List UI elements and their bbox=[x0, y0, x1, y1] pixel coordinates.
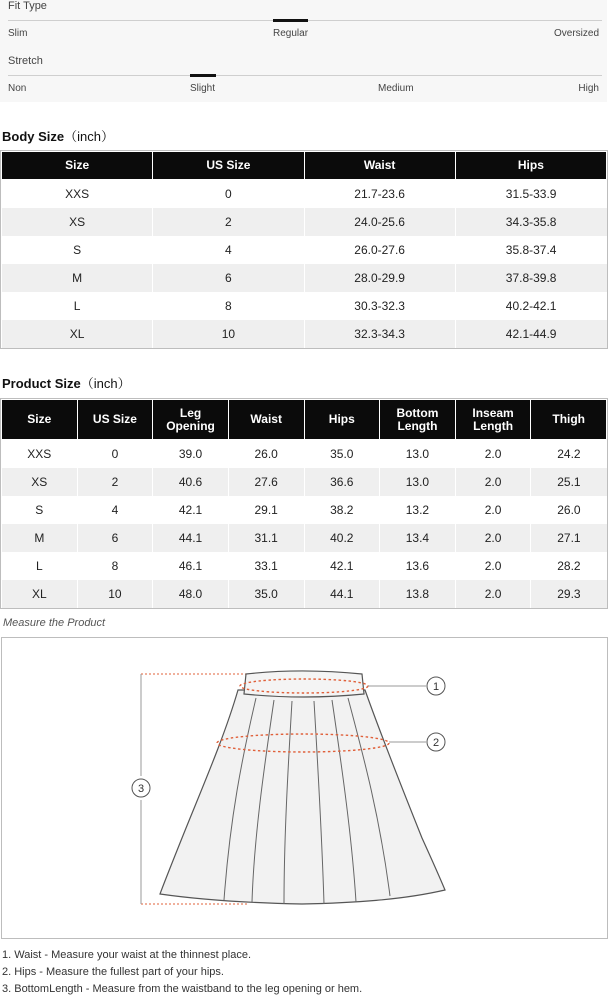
table-cell: 29.3 bbox=[531, 580, 607, 608]
fit-type-indicator bbox=[273, 19, 308, 22]
table-cell: 2 bbox=[153, 208, 304, 236]
marker-2-label: 2 bbox=[432, 737, 440, 749]
table-cell: S bbox=[2, 236, 153, 264]
table-cell: 2.0 bbox=[455, 440, 531, 468]
body-size-unit: （inch） bbox=[64, 129, 114, 144]
table-row bbox=[2, 236, 607, 264]
table-cell: 42.1 bbox=[304, 552, 380, 580]
measure-caption: Measure the Product bbox=[3, 617, 106, 629]
stretch-scale-non: Non bbox=[8, 83, 27, 94]
table-cell: 42.1 bbox=[153, 496, 229, 524]
skirt-illustration bbox=[2, 638, 607, 938]
table-cell: 13.4 bbox=[380, 524, 456, 552]
stretch-label: Stretch bbox=[8, 55, 43, 67]
column-header: US Size bbox=[77, 400, 153, 440]
table-cell: 6 bbox=[77, 524, 153, 552]
table-cell: 44.1 bbox=[304, 580, 380, 608]
note-bottom-length: 3. BottomLength - Measure from the waistband to the leg opening or hem. bbox=[2, 983, 363, 995]
stretch-scale-medium: Medium bbox=[378, 83, 414, 94]
table-row bbox=[2, 180, 607, 208]
table-cell: 48.0 bbox=[153, 580, 229, 608]
column-header: Leg Opening bbox=[153, 400, 229, 440]
table-cell: 0 bbox=[77, 440, 153, 468]
table-cell: XL bbox=[2, 320, 153, 348]
table-cell: 13.0 bbox=[380, 440, 456, 468]
table-header-row bbox=[2, 152, 607, 180]
table-cell: 21.7-23.6 bbox=[304, 180, 455, 208]
table-cell: 36.6 bbox=[304, 468, 380, 496]
table-row bbox=[2, 440, 607, 468]
table-cell: 46.1 bbox=[153, 552, 229, 580]
table-cell: 35.0 bbox=[228, 580, 304, 608]
marker-3 bbox=[132, 779, 150, 797]
column-header: Size bbox=[2, 400, 78, 440]
note-hips: 2. Hips - Measure the fullest part of your hips. bbox=[2, 966, 224, 978]
table-cell: 24.2 bbox=[531, 440, 607, 468]
table-cell: 31.5-33.9 bbox=[455, 180, 606, 208]
table-cell: L bbox=[2, 552, 78, 580]
table-cell: 2.0 bbox=[455, 524, 531, 552]
marker-3-label: 3 bbox=[137, 783, 145, 795]
table-cell: 4 bbox=[153, 236, 304, 264]
product-size-title-text: Product Size bbox=[2, 376, 81, 391]
table-cell: XXS bbox=[2, 440, 78, 468]
table-cell: 26.0 bbox=[228, 440, 304, 468]
table-cell: 39.0 bbox=[153, 440, 229, 468]
fit-panel bbox=[0, 0, 607, 102]
table-cell: 28.0-29.9 bbox=[304, 264, 455, 292]
table-cell: 13.2 bbox=[380, 496, 456, 524]
table-cell: 2.0 bbox=[455, 552, 531, 580]
table-row bbox=[2, 468, 607, 496]
table-cell: L bbox=[2, 292, 153, 320]
table-row bbox=[2, 208, 607, 236]
table-cell: 28.2 bbox=[531, 552, 607, 580]
table-cell: 40.2 bbox=[304, 524, 380, 552]
column-header: Inseam Length bbox=[455, 400, 531, 440]
table-cell: 13.0 bbox=[380, 468, 456, 496]
table-cell: 26.0-27.6 bbox=[304, 236, 455, 264]
stretch-scale-slight: Slight bbox=[190, 83, 216, 94]
marker-1 bbox=[427, 677, 445, 695]
product-size-title bbox=[2, 373, 131, 392]
table-cell: 33.1 bbox=[228, 552, 304, 580]
table-cell: 8 bbox=[153, 292, 304, 320]
table-cell: 40.6 bbox=[153, 468, 229, 496]
table-cell: 35.8-37.4 bbox=[455, 236, 606, 264]
body-size-title-text: Body Size bbox=[2, 129, 65, 144]
table-cell: 6 bbox=[153, 264, 304, 292]
table-cell: 35.0 bbox=[304, 440, 380, 468]
table-cell: 4 bbox=[77, 496, 153, 524]
marker-2 bbox=[427, 733, 445, 751]
table-cell: 13.6 bbox=[380, 552, 456, 580]
table-cell: 2.0 bbox=[455, 468, 531, 496]
table-cell: 30.3-32.3 bbox=[304, 292, 455, 320]
stretch-indicator bbox=[190, 74, 216, 77]
table-cell: M bbox=[2, 264, 153, 292]
column-header: US Size bbox=[153, 152, 304, 180]
column-header: Waist bbox=[304, 152, 455, 180]
table-cell: 27.1 bbox=[531, 524, 607, 552]
column-header: Hips bbox=[304, 400, 380, 440]
table-cell: 32.3-34.3 bbox=[304, 320, 455, 348]
measure-diagram bbox=[1, 637, 608, 939]
note-waist: 1. Waist - Measure your waist at the thinnest place. bbox=[2, 949, 252, 961]
table-header-row bbox=[2, 400, 607, 440]
table-row bbox=[2, 524, 607, 552]
fit-type-scale-slim: Slim bbox=[8, 28, 28, 39]
table-row bbox=[2, 552, 607, 580]
fit-type-scale-oversized: Oversized bbox=[553, 28, 599, 39]
table-row bbox=[2, 264, 607, 292]
column-header: Thigh bbox=[531, 400, 607, 440]
table-cell: 29.1 bbox=[228, 496, 304, 524]
table-cell: 8 bbox=[77, 552, 153, 580]
column-header: Hips bbox=[455, 152, 606, 180]
table-cell: 2 bbox=[77, 468, 153, 496]
table-cell: S bbox=[2, 496, 78, 524]
table-cell: 2.0 bbox=[455, 580, 531, 608]
table-row bbox=[2, 292, 607, 320]
table-cell: 37.8-39.8 bbox=[455, 264, 606, 292]
skirt-shape bbox=[160, 671, 445, 904]
body-size-table bbox=[1, 151, 607, 348]
table-cell: 2.0 bbox=[455, 496, 531, 524]
table-cell: 25.1 bbox=[531, 468, 607, 496]
body-size-title bbox=[2, 126, 114, 145]
table-cell: XXS bbox=[2, 180, 153, 208]
table-cell: XL bbox=[2, 580, 78, 608]
product-size-unit: （inch） bbox=[80, 376, 131, 391]
table-cell: 38.2 bbox=[304, 496, 380, 524]
table-cell: 24.0-25.6 bbox=[304, 208, 455, 236]
table-cell: 44.1 bbox=[153, 524, 229, 552]
stretch-track bbox=[8, 75, 602, 76]
table-row bbox=[2, 320, 607, 348]
table-cell: XS bbox=[2, 208, 153, 236]
table-cell: 31.1 bbox=[228, 524, 304, 552]
table-cell: 34.3-35.8 bbox=[455, 208, 606, 236]
column-header: Waist bbox=[228, 400, 304, 440]
table-cell: 10 bbox=[153, 320, 304, 348]
fit-type-label: Fit Type bbox=[8, 0, 47, 12]
table-cell: 40.2-42.1 bbox=[455, 292, 606, 320]
column-header: Bottom Length bbox=[380, 400, 456, 440]
table-cell: 13.8 bbox=[380, 580, 456, 608]
column-header: Size bbox=[2, 152, 153, 180]
table-cell: 10 bbox=[77, 580, 153, 608]
table-cell: 42.1-44.9 bbox=[455, 320, 606, 348]
table-cell: 27.6 bbox=[228, 468, 304, 496]
table-row bbox=[2, 580, 607, 608]
stretch-scale-high: High bbox=[578, 83, 599, 94]
marker-1-label: 1 bbox=[432, 681, 440, 693]
fit-type-scale-regular: Regular bbox=[273, 28, 309, 39]
table-row bbox=[2, 496, 607, 524]
table-cell: XS bbox=[2, 468, 78, 496]
product-size-table bbox=[1, 399, 607, 608]
table-cell: 26.0 bbox=[531, 496, 607, 524]
table-cell: 0 bbox=[153, 180, 304, 208]
table-cell: M bbox=[2, 524, 78, 552]
